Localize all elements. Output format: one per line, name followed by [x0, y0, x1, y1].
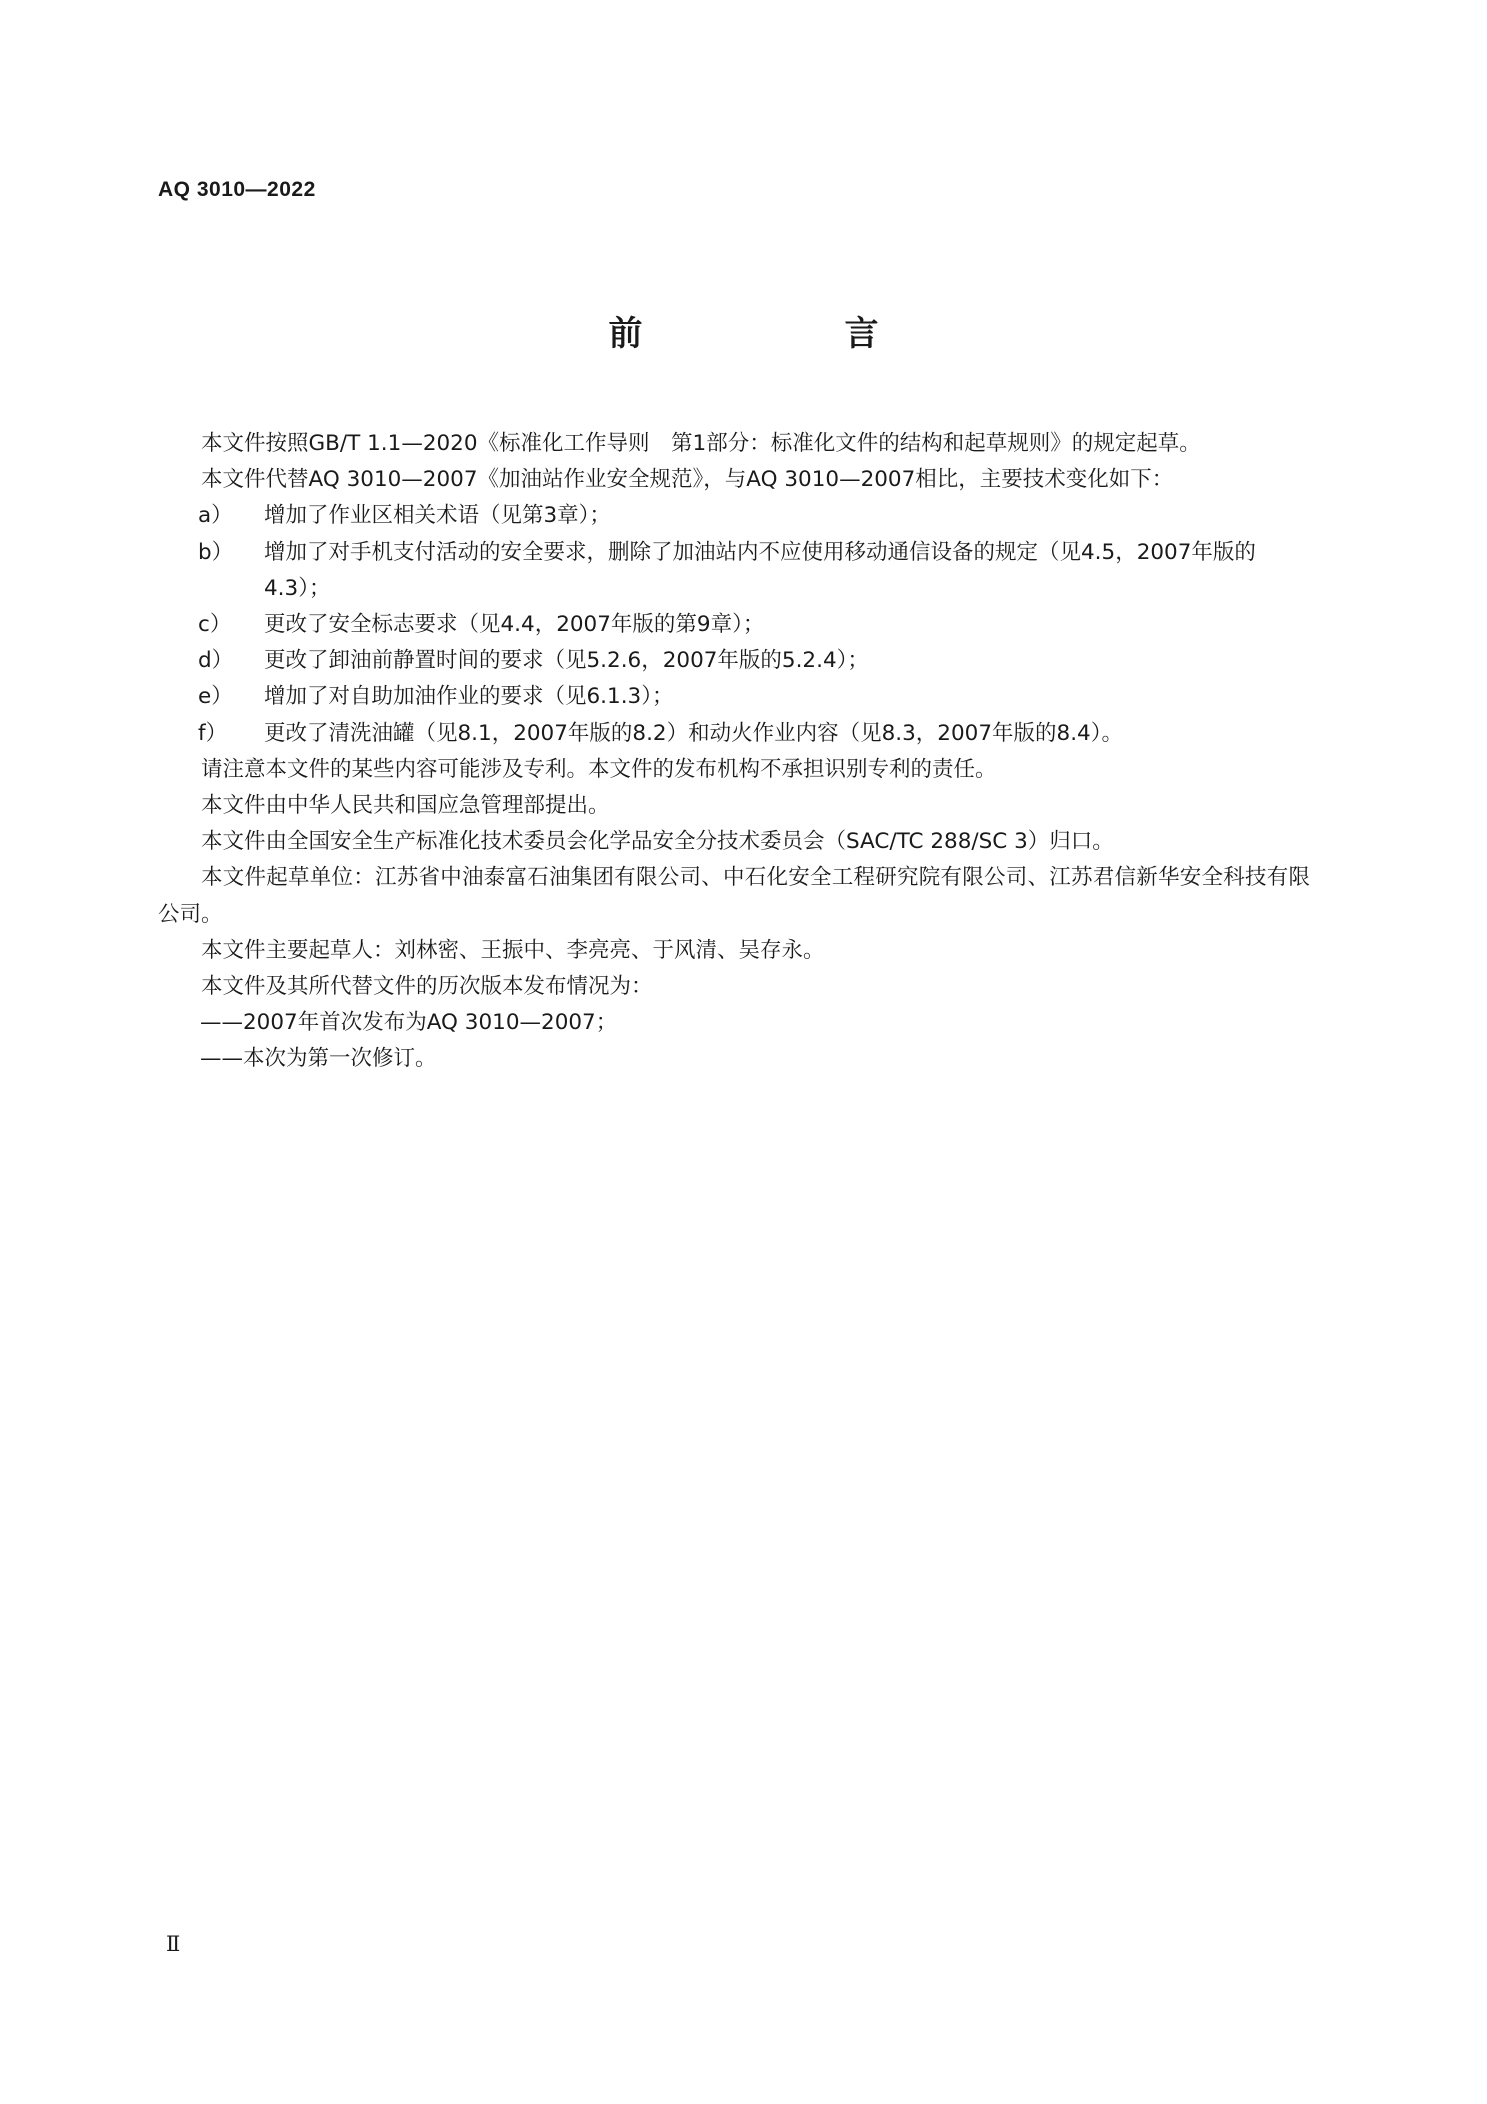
list-marker: d） — [198, 648, 234, 674]
list-marker: c） — [198, 612, 232, 638]
list-item — [158, 607, 1310, 643]
list-marker: f） — [198, 720, 228, 746]
history-item: ——本次为第一次修订。 — [200, 1046, 437, 1072]
list-item — [158, 498, 1310, 534]
list-item-text: 增加了对自助加油作业的要求（见6.1.3）； — [264, 684, 674, 710]
paragraph-drafting-basis: 本文件按照GB/T 1.1—2020《标准化工作导则 第1部分：标准化文件的结构和起草规则》的规定起草。 — [201, 431, 1201, 456]
document-code: AQ 3010—2022 — [158, 178, 316, 201]
changes-list — [158, 498, 1310, 751]
list-item — [158, 679, 1310, 715]
paragraph-technical-committee: 本文件由全国安全生产标准化技术委员会化学品安全分技术委员会（SAC/TC 288/SC 3）归口。 — [201, 829, 1114, 855]
list-item — [158, 643, 1310, 679]
list-item-text: 更改了卸油前静置时间的要求（见5.2.6，2007年版的5.2.4）； — [264, 648, 869, 674]
paragraph-proposer: 本文件由中华人民共和国应急管理部提出。 — [201, 793, 610, 819]
list-item-text: 更改了清洗油罐（见8.1，2007年版的8.2）和动火作业内容（见8.3，2007年版的8.4）。 — [264, 720, 1123, 746]
paragraph-patent-notice: 请注意本文件的某些内容可能涉及专利。本文件的发布机构不承担识别专利的责任。 — [201, 756, 997, 782]
list-item-text: 增加了作业区相关术语（见第3章）； — [264, 503, 611, 529]
paragraph-version-history: 本文件及其所代替文件的历次版本发布情况为： — [201, 974, 653, 1000]
list-item-text: 增加了对手机支付活动的安全要求，删除了加油站内不应使用移动通信设备的规定（见4.5，2007年版的4.3）； — [264, 539, 1256, 601]
page-title: 前 言 — [608, 314, 963, 354]
list-item — [158, 716, 1310, 752]
list-item — [158, 535, 1310, 607]
history-item: ——2007年首次发布为AQ 3010—2007； — [200, 1010, 618, 1036]
paragraph-replacement: 本文件代替AQ 3010—2007《加油站作业安全规范》，与AQ 3010—2007相比，主要技术变化如下： — [201, 467, 1174, 493]
paragraph-drafters: 本文件主要起草人：刘林密、王振中、李亮亮、于风清、吴存永。 — [201, 937, 825, 963]
list-marker: e） — [198, 684, 233, 710]
list-item-text: 更改了安全标志要求（见4.4，2007年版的第9章）； — [264, 612, 765, 638]
paragraph-drafting-organizations: 本文件起草单位：江苏省中油泰富石油集团有限公司、中石化安全工程研究院有限公司、江苏君信新华安全科技有限公司。 — [158, 865, 1310, 927]
list-marker: b） — [198, 539, 234, 565]
list-marker: a） — [198, 503, 233, 529]
page-number: Ⅱ — [166, 1932, 181, 1956]
foreword-body — [158, 426, 1310, 1078]
history-list — [158, 1005, 1310, 1077]
